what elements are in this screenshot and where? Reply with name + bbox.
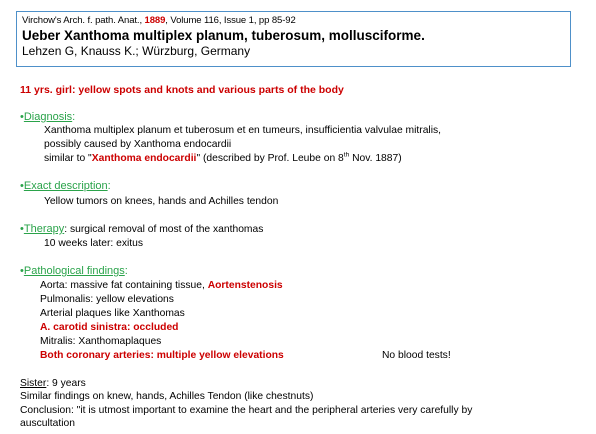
exact-description-line-1: Yellow tumors on knees, hands and Achilles tendon xyxy=(44,196,279,207)
aortenstenosis-highlight: Aortenstenosis xyxy=(207,280,283,291)
coronary-finding: Both coronary arteries: multiple yellow elevations xyxy=(40,350,284,361)
exact-description-heading xyxy=(20,180,111,192)
exact-description-colon: : xyxy=(107,180,111,192)
bullet-icon: • xyxy=(20,180,24,192)
diagnosis-label: Diagnosis xyxy=(23,111,73,123)
date-superscript: th xyxy=(343,151,350,159)
sister-age: : 9 years xyxy=(46,378,86,389)
citation-prefix: Virchow's Arch. f. path. Anat., xyxy=(22,15,142,26)
diagnosis-line-2: possibly caused by Xanthoma endocardii xyxy=(44,139,232,150)
aorta-prefix: Aorta: massive fat containing tissue, xyxy=(40,280,208,291)
mitralis-finding: Mitralis: Xanthomaplaques xyxy=(40,336,162,347)
authors: Lehzen G, Knauss K.; Würzburg, Germany xyxy=(22,44,251,58)
aorta-finding xyxy=(40,280,283,292)
therapy-text: : surgical removal of most of the xanthomas xyxy=(64,224,264,235)
sister-line-2: Similar findings on knew, hands, Achilles Tendon (like chestnuts) xyxy=(20,391,314,402)
article-title: Ueber Xanthoma multiplex planum, tuberosum, mollusciforme. xyxy=(22,28,425,43)
sister-label: Sister xyxy=(20,378,47,389)
therapy-line-2: 10 weeks later: exitus xyxy=(44,238,144,249)
pathological-label: Pathological findings xyxy=(23,265,125,277)
case-summary: 11 yrs. girl: yellow spots and knots and various parts of the body xyxy=(20,84,344,96)
diagnosis-line-3-suffix: Nov. 1887) xyxy=(349,153,402,164)
citation-year: 1889 xyxy=(144,15,166,26)
journal-citation xyxy=(22,15,570,27)
arterial-finding: Arterial plaques like Xanthomas xyxy=(40,308,185,319)
exact-description-label: Exact description xyxy=(23,180,108,192)
pathological-colon: : xyxy=(124,265,128,277)
bullet-icon: • xyxy=(20,223,24,235)
sister-heading xyxy=(20,378,86,390)
xanthoma-endocardii-highlight: Xanthoma endocardii xyxy=(91,153,197,164)
no-blood-tests-note: No blood tests! xyxy=(382,350,451,361)
pulmonalis-finding: Pulmonalis: yellow elevations xyxy=(40,294,174,305)
sister-conclusion: Conclusion: "it is utmost important to examine the heart and the peripheral arteries very carefully by xyxy=(20,405,473,416)
carotid-finding: A. carotid sinistra: occluded xyxy=(40,322,179,333)
diagnosis-line-3 xyxy=(44,153,402,165)
therapy-label: Therapy xyxy=(23,223,65,235)
sister-conclusion-end: auscultation xyxy=(20,418,75,429)
diagnosis-line-3-prefix: similar to " xyxy=(44,153,92,164)
diagnosis-colon: : xyxy=(72,111,76,123)
diagnosis-line-3-mid: " (described by Prof. Leube on 8 xyxy=(196,153,344,164)
citation-box xyxy=(16,11,571,67)
bullet-icon: • xyxy=(20,265,24,277)
therapy-heading xyxy=(20,223,263,236)
diagnosis-line-1: Xanthoma multiplex planum et tuberosum et en tumeurs, insufficientia valvulae mitralis, xyxy=(44,125,442,136)
pathological-heading xyxy=(20,265,128,277)
bullet-icon: • xyxy=(20,111,24,123)
diagnosis-heading xyxy=(20,111,75,123)
citation-suffix: , Volume 116, Issue 1, pp 85-92 xyxy=(165,15,296,26)
